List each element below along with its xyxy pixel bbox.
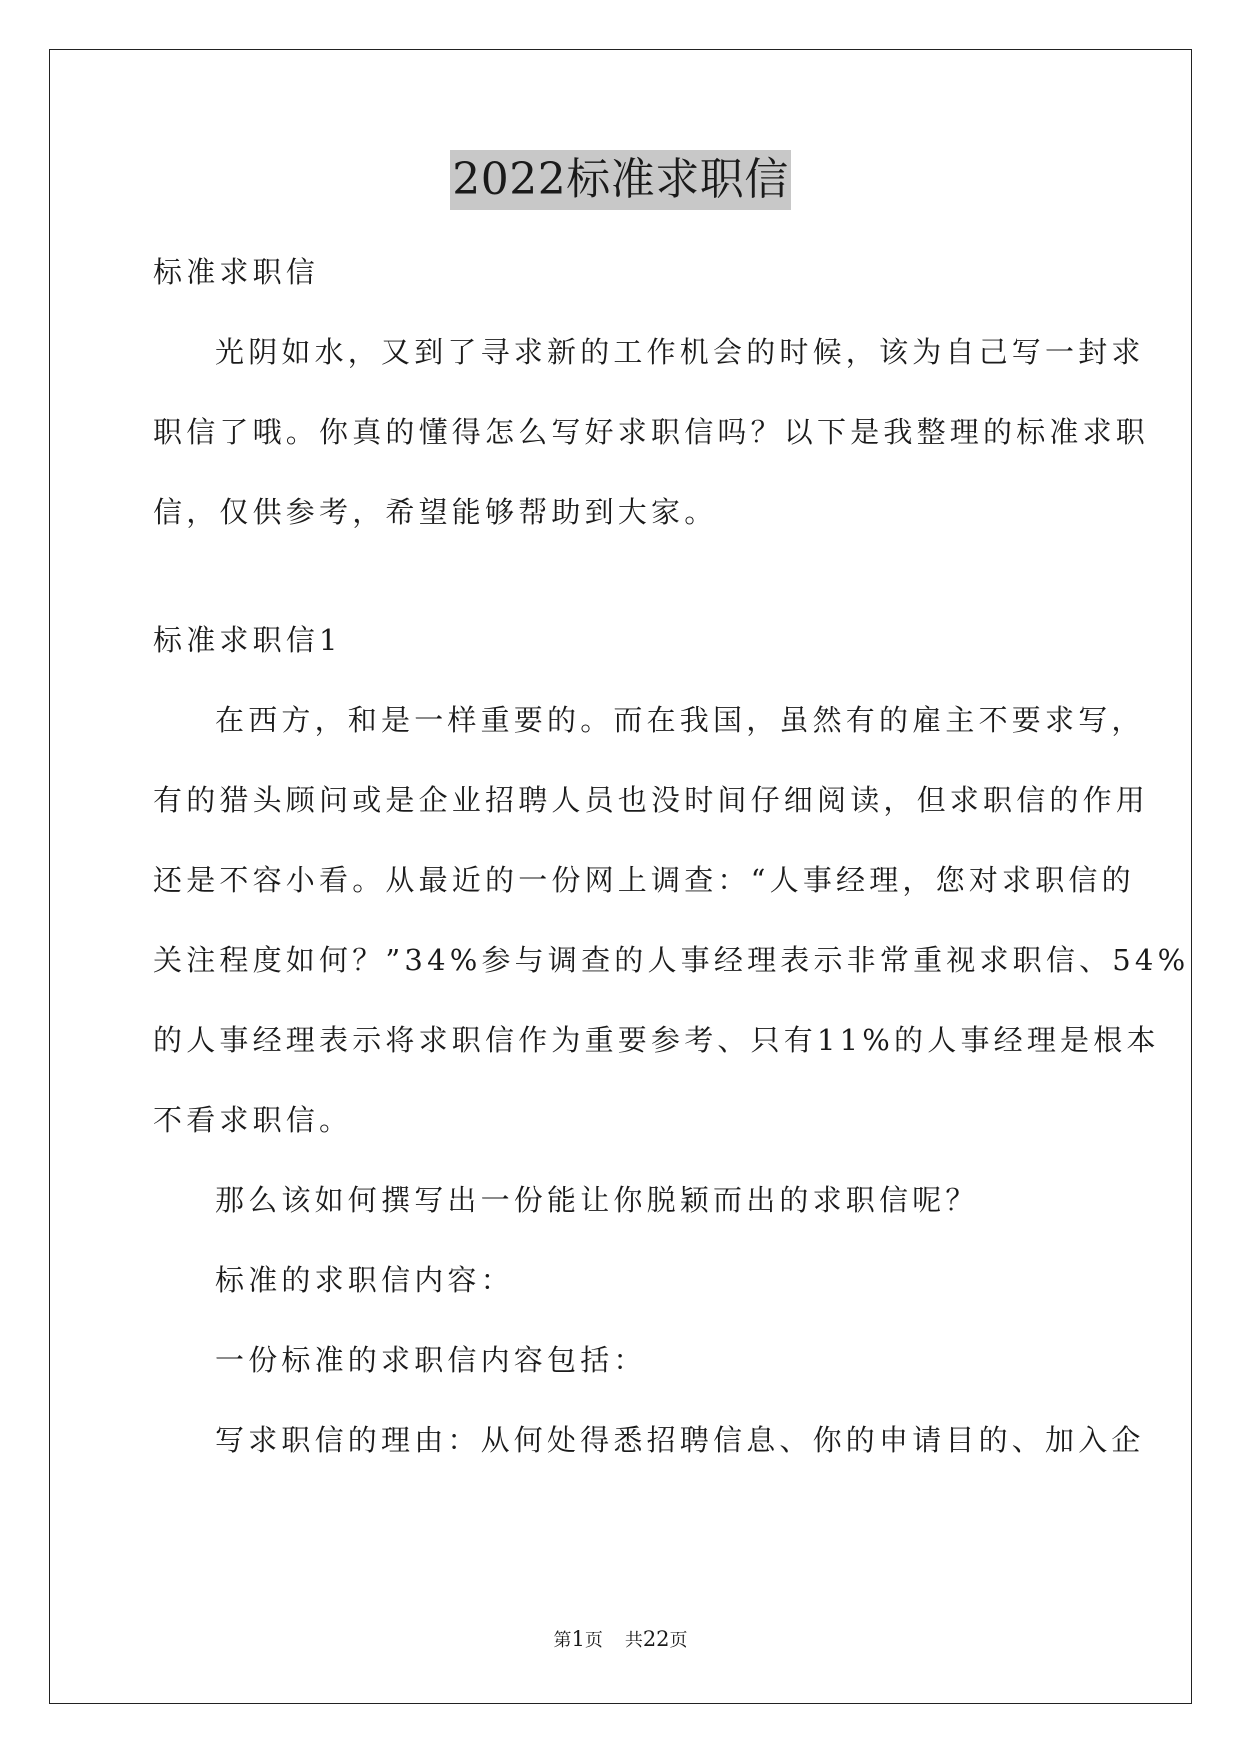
document-body xyxy=(153,232,1190,1480)
section-heading: 标准求职信 xyxy=(153,255,320,289)
paragraph-line: 不看求职信。 xyxy=(153,1103,353,1137)
paragraph-line: 信，仅供参考，希望能够帮助到大家。 xyxy=(153,495,718,529)
paragraph-gap xyxy=(153,552,1093,600)
total-prefix: 共 xyxy=(624,1630,643,1651)
paragraph-line: 还是不容小看。从最近的一份网上调查：“人事经理，您对求职信的 xyxy=(153,863,1135,897)
paragraph-line: 那么该如何撰写出一份能让你脱颖而出的求职信呢？ xyxy=(215,1183,979,1217)
title-area xyxy=(0,150,1241,210)
paragraph-line: 的人事经理表示将求职信作为重要参考、只有11%的人事经理是根本 xyxy=(153,1023,1160,1057)
page-suffix: 页 xyxy=(584,1630,603,1651)
paragraph-line: 标准的求职信内容： xyxy=(215,1263,514,1297)
document-title: 2022标准求职信 xyxy=(450,150,790,210)
paragraph-line: 职信了哦。你真的懂得怎么写好求职信吗？以下是我整理的标准求职 xyxy=(153,415,1150,449)
page-number: 1 xyxy=(571,1627,585,1651)
paragraph-line: 一份标准的求职信内容包括： xyxy=(215,1343,647,1377)
paragraph-line: 在西方，和是一样重要的。而在我国，虽然有的雇主不要求写， xyxy=(215,703,1145,737)
paragraph-line: 写求职信的理由：从何处得悉招聘信息、你的申请目的、加入企 xyxy=(215,1423,1145,1457)
section-heading: 标准求职信1 xyxy=(153,623,342,657)
paragraph-line: 光阴如水，又到了寻求新的工作机会的时候，该为自己写一封求 xyxy=(215,335,1145,369)
page-footer xyxy=(0,1627,1241,1653)
total-suffix: 页 xyxy=(669,1630,688,1651)
paragraph-line: 关注程度如何？”34%参与调查的人事经理表示非常重视求职信、54% xyxy=(153,943,1190,977)
paragraph-line: 有的猎头顾问或是企业招聘人员也没时间仔细阅读，但求职信的作用 xyxy=(153,783,1150,817)
total-pages: 22 xyxy=(642,1627,670,1651)
page-prefix: 第 xyxy=(553,1630,572,1651)
